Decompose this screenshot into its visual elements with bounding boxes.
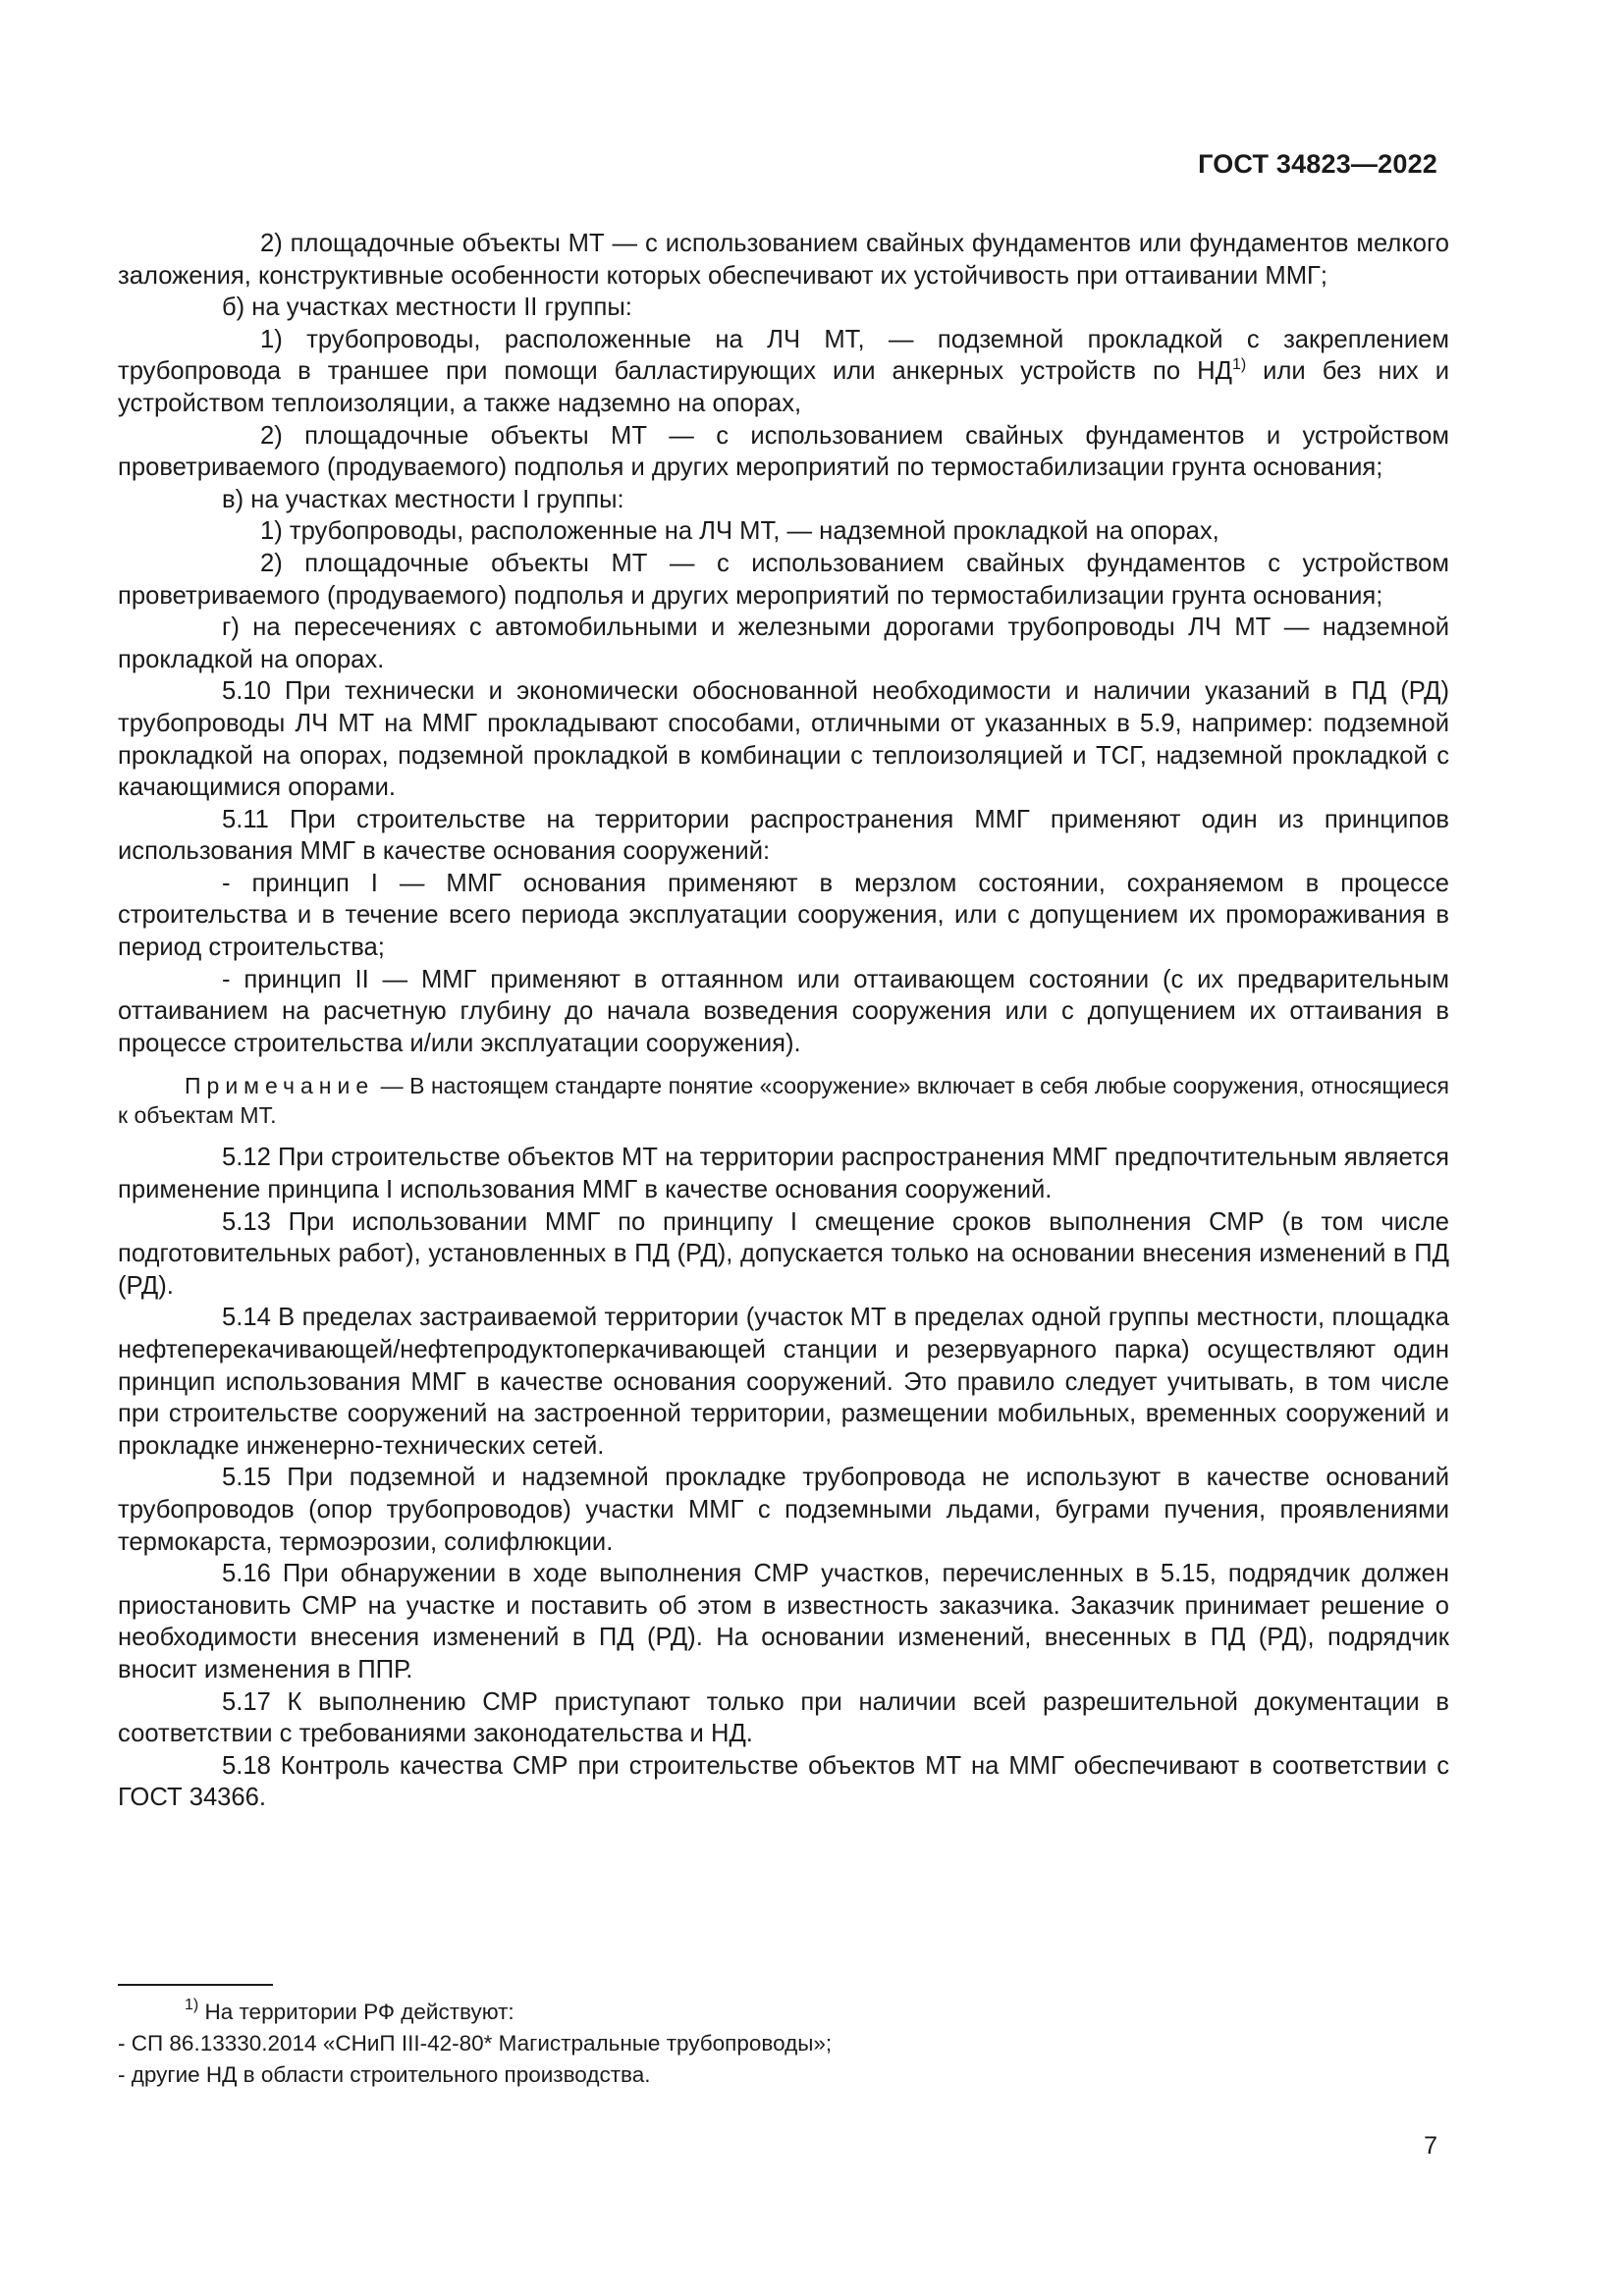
footnote-divider (118, 1984, 273, 1986)
footnotes (118, 1997, 1449, 2091)
clause-5-13: 5.13 При использовании ММГ по принципу I смещение сроков выполнения СМР (в том числе подготовительных работ), установленных в ПД (РД), допускается только на основании внесения изменений в ПД (РД). (118, 1207, 1449, 1300)
note-label: Примечание (185, 1073, 375, 1099)
paragraph: 2) площадочные объекты МТ — с использованием свайных фундаментов с устройством проветриваемого (продуваемого) подполья и других мероприятий по термостабилизации грунта основания; (118, 549, 1449, 610)
footnote-item: - другие НД в области строительного производства. (118, 2062, 651, 2087)
footnote-reference: 1) (1231, 356, 1247, 374)
clause-5-15: 5.15 При подземной и надземной прокладке трубопровода не используют в качестве оснований трубопроводов (опор трубопроводов) участки ММГ с подземными льдами, буграми пучения, проявлениями термокарста, термоэрозии, солифлюкции. (118, 1464, 1449, 1556)
clause-5-10: 5.10 При технически и экономически обоснованной необходимости и наличии указаний в ПД (РД) трубопроводы ЛЧ МТ на ММГ прокладывают способами, отличными от указанных в 5.9, например: подземной прокладкой на опорах, подземной прокладкой в комбинации с теплоизоляцией и ТСГ, надземной прокладкой с качающимися опорами. (118, 677, 1449, 802)
paragraph: б) на участках местности II группы: (222, 294, 632, 322)
clause-5-11: 5.11 При строительстве на территории распространения ММГ применяют один из принципов использования ММГ в качестве основания сооружений: (118, 805, 1449, 866)
clause-5-18: 5.18 Контроль качества СМР при строительстве объектов МТ на ММГ обеспечивают в соответствии с ГОСТ 34366. (118, 1751, 1449, 1812)
clause-5-17: 5.17 К выполнению СМР приступают только при наличии всей разрешительной документации в соответствии с требованиями законодательства и НД. (118, 1687, 1449, 1748)
paragraph-text: или без них и устройством теплоизоляции, а также надземно на опорах, (118, 357, 1449, 417)
note-text: — В настоящем стандарте понятие «сооружение» включает в себя любые сооружения, относящиеся к объектам МТ. (118, 1073, 1449, 1129)
footnote-item (118, 1997, 1449, 2028)
page-number: 7 (1424, 2132, 1437, 2160)
paragraph-text: 1) трубопроводы, расположенные на ЛЧ МТ, — подземной прокладкой с закреплением трубопровода в траншее при помощи балластирующих или анкерных устройств по НД (118, 325, 1449, 386)
footnote-text: На территории РФ действуют: (198, 2000, 514, 2024)
footnote-item: - СП 86.13330.2014 «СНиП III-42-80* Магистральные трубопроводы»; (118, 2031, 833, 2056)
paragraph: в) на участках местности I группы: (222, 485, 624, 513)
list-item: - принцип II — ММГ применяют в оттаянном или оттаивающем состоянии (с их предварительным оттаиванием на расчетную глубину до начала возведения сооружения или с допущением их оттаивания в процессе строительства и/или эксплуатации сооружения). (118, 965, 1449, 1057)
document-code-header: ГОСТ 34823—2022 (1198, 149, 1437, 179)
main-text (118, 228, 1449, 1814)
note (118, 1071, 1449, 1130)
paragraph (118, 324, 1449, 420)
paragraph: 2) площадочные объекты МТ — с использованием свайных фундаментов и устройством проветриваемого (продуваемого) подполья и других мероприятий по термостабилизации грунта основания; (118, 421, 1449, 482)
list-item: - принцип I — ММГ основания применяют в мерзлом состоянии, сохраняемом в процессе строительства и в течение всего периода эксплуатации сооружения, или с допущением их промораживания в период строительства; (118, 869, 1449, 962)
clause-5-16: 5.16 При обнаружении в ходе выполнения СМР участков, перечисленных в 5.15, подрядчик должен приостановить СМР на участке и поставить об этом в известность заказчика. Заказчик принимает решение о необходимости внесения изменений в ПД (РД). На основании изменений, внесенных в ПД (РД), подрядчик вносит изменения в ППР. (118, 1560, 1449, 1683)
paragraph: г) на пересечениях с автомобильными и железными дорогами трубопроводы ЛЧ МТ — надземной прокладкой на опорах. (118, 614, 1449, 673)
footnote-marker: 1) (185, 1997, 199, 2013)
clause-5-14: 5.14 В пределах застраиваемой территории (участок МТ в пределах одной группы местности, площадка нефтеперекачивающей/нефтепродуктоперкачивающей станции и резервуарного парка) осуществляют один принцип использования ММГ в качестве основания сооружений. Это правило следует учитывать, в том числе при строительстве сооружений на застроенной территории, размещении мобильных, временных сооружений и прокладке инженерно-технических сетей. (118, 1304, 1449, 1460)
clause-5-12: 5.12 При строительстве объектов МТ на территории распространения ММГ предпочтительным является применение принципа I использования ММГ в качестве основания сооружений. (118, 1144, 1449, 1204)
paragraph: 2) площадочные объекты МТ — с использованием свайных фундаментов или фундаментов мелкого заложения, конструктивные особенности которых обеспечивают их устойчивость при оттаивании ММГ; (118, 230, 1449, 290)
paragraph: 1) трубопроводы, расположенные на ЛЧ МТ, — надземной прокладкой на опорах, (260, 517, 1219, 546)
